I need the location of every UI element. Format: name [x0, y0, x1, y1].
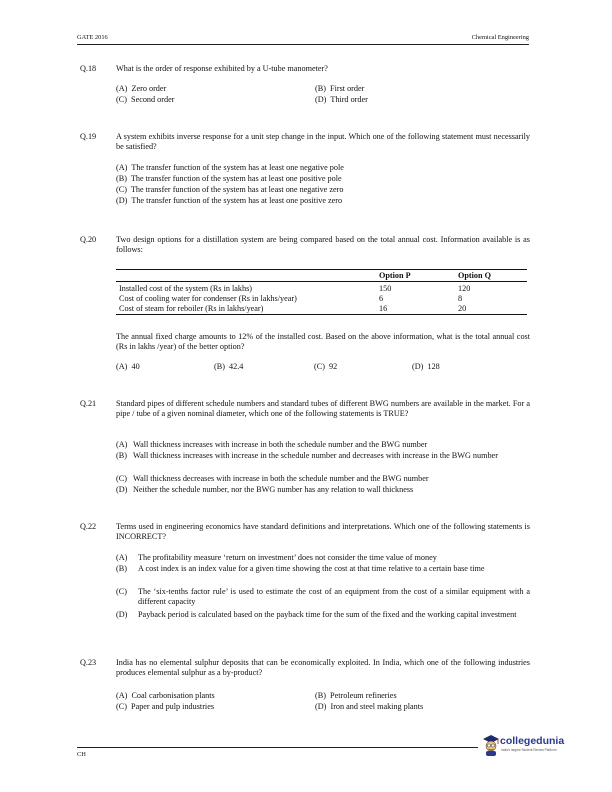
question-20-part2: [80, 332, 530, 382]
question-number: Q.23: [80, 658, 97, 667]
cost-table: [116, 268, 527, 318]
cell-value: 8: [458, 294, 463, 303]
question-23: [80, 658, 530, 718]
option-b[interactable]: (B) First order: [315, 84, 365, 93]
option-d[interactable]: (D) Payback period is calculated based on the payback time for the sum of the fixed and the working capital investment: [116, 610, 517, 619]
header-divider: [77, 44, 529, 45]
option-c[interactable]: (C) 92: [314, 362, 338, 371]
option-d[interactable]: (D) Iron and steel making plants: [315, 702, 424, 711]
row-label: Cost of cooling water for condenser (Rs in lakhs/year): [119, 294, 297, 303]
option-b[interactable]: (B) 42.4: [214, 362, 244, 371]
option-d[interactable]: (D) Neither the schedule number, nor the BWG number has any relation to wall thickness: [116, 485, 414, 494]
option-b[interactable]: (B) Wall thickness increases with increase in the schedule number and decreases with increase in the BWG number: [116, 451, 498, 460]
cell-value: 20: [458, 304, 467, 313]
question-18: [80, 64, 530, 109]
question-number: Q.21: [80, 399, 97, 408]
option-b[interactable]: (B) A cost index is an index value for a given time showing the cost at that time relative to a certain base time: [116, 564, 485, 573]
footer-code: CH: [77, 751, 86, 758]
logo-wordmark: collegedunia: [500, 735, 565, 747]
option-a[interactable]: (A) The transfer function of the system has at least one negative pole: [116, 163, 344, 172]
option-a[interactable]: (A) Coal carbonisation plants: [116, 691, 215, 700]
question-21: [80, 399, 530, 504]
option-d[interactable]: (D) 128: [412, 362, 440, 371]
question-text: What is the order of response exhibited by a U-tube manometer?: [116, 64, 328, 73]
option-a[interactable]: (A) 40: [116, 362, 140, 371]
option-b[interactable]: (B) Petroleum refineries: [315, 691, 397, 700]
question-text: Terms used in engineering economics have standard definitions and interpretations. Which one of the following statements is INCORRECT?: [116, 522, 530, 542]
question-number: Q.18: [80, 64, 97, 73]
header-option-q: Option Q: [458, 271, 491, 280]
logo-tagline: India's largest Student Review Platform: [501, 748, 557, 752]
cell-value: 150: [379, 284, 392, 293]
question-22: [80, 522, 530, 640]
graduate-mascot-icon: [482, 733, 500, 757]
exam-title: GATE 2016: [77, 34, 108, 41]
option-d[interactable]: (D) Third order: [315, 95, 368, 104]
option-c[interactable]: (C) The ‘six-tenths factor rule’ is used to estimate the cost of an equipment from the cost of a similar equipment with a different capacity: [116, 587, 530, 607]
question-text: India has no elemental sulphur deposits that can be economically exploited. In India, which one of the following industries produces elemental sulphur as a by-product?: [116, 658, 530, 678]
question-number: Q.22: [80, 522, 97, 531]
option-b[interactable]: (B) The transfer function of the system has at least one positive pole: [116, 174, 342, 183]
cell-value: 16: [379, 304, 388, 313]
option-c[interactable]: (C) Paper and pulp industries: [116, 702, 215, 711]
question-text: Two design options for a distillation system are being compared based on the total annual cost. Information available is as follows:: [116, 235, 530, 255]
option-c[interactable]: (C) The transfer function of the system has at least one negative zero: [116, 185, 344, 194]
question-number: Q.20: [80, 235, 97, 244]
header-option-p: Option P: [379, 271, 411, 280]
row-label: Cost of steam for reboiler (Rs in lakhs/year): [119, 304, 264, 313]
option-a[interactable]: (A) Zero order: [116, 84, 167, 93]
option-c[interactable]: (C) Wall thickness decreases with increase in both the schedule number and the BWG number: [116, 474, 429, 483]
question-text: A system exhibits inverse response for a unit step change in the input. Which one of the following statement must necessarily be satisfied?: [116, 132, 530, 152]
page-header: [77, 34, 529, 44]
cell-value: 120: [458, 284, 471, 293]
question-number: Q.19: [80, 132, 97, 141]
option-d[interactable]: (D) The transfer function of the system has at least one positive zero: [116, 196, 343, 205]
cell-value: 6: [379, 294, 384, 303]
footer-divider: [77, 747, 478, 748]
option-a[interactable]: (A) The profitability measure ‘return on investment’ does not consider the time value of money: [116, 553, 437, 562]
option-c[interactable]: (C) Second order: [116, 95, 175, 104]
question-text: Standard pipes of different schedule numbers and standard tubes of different BWG numbers are available in the market. For a pipe / tube of a given nominal diameter, which one of the following statements is TRUE?: [116, 399, 530, 419]
question-19: [80, 132, 530, 212]
collegedunia-logo: [482, 733, 565, 759]
question-text-2: The annual fixed charge amounts to 12% of the installed cost. Based on the above information, what is the total annual cost (Rs in lakhs /year) of the better option?: [116, 332, 530, 352]
subject-title: Chemical Engineering: [471, 34, 529, 41]
option-a[interactable]: (A) Wall thickness increases with increase in both the schedule number and the BWG number: [116, 440, 428, 449]
row-label: Installed cost of the system (Rs in lakhs): [119, 284, 253, 293]
